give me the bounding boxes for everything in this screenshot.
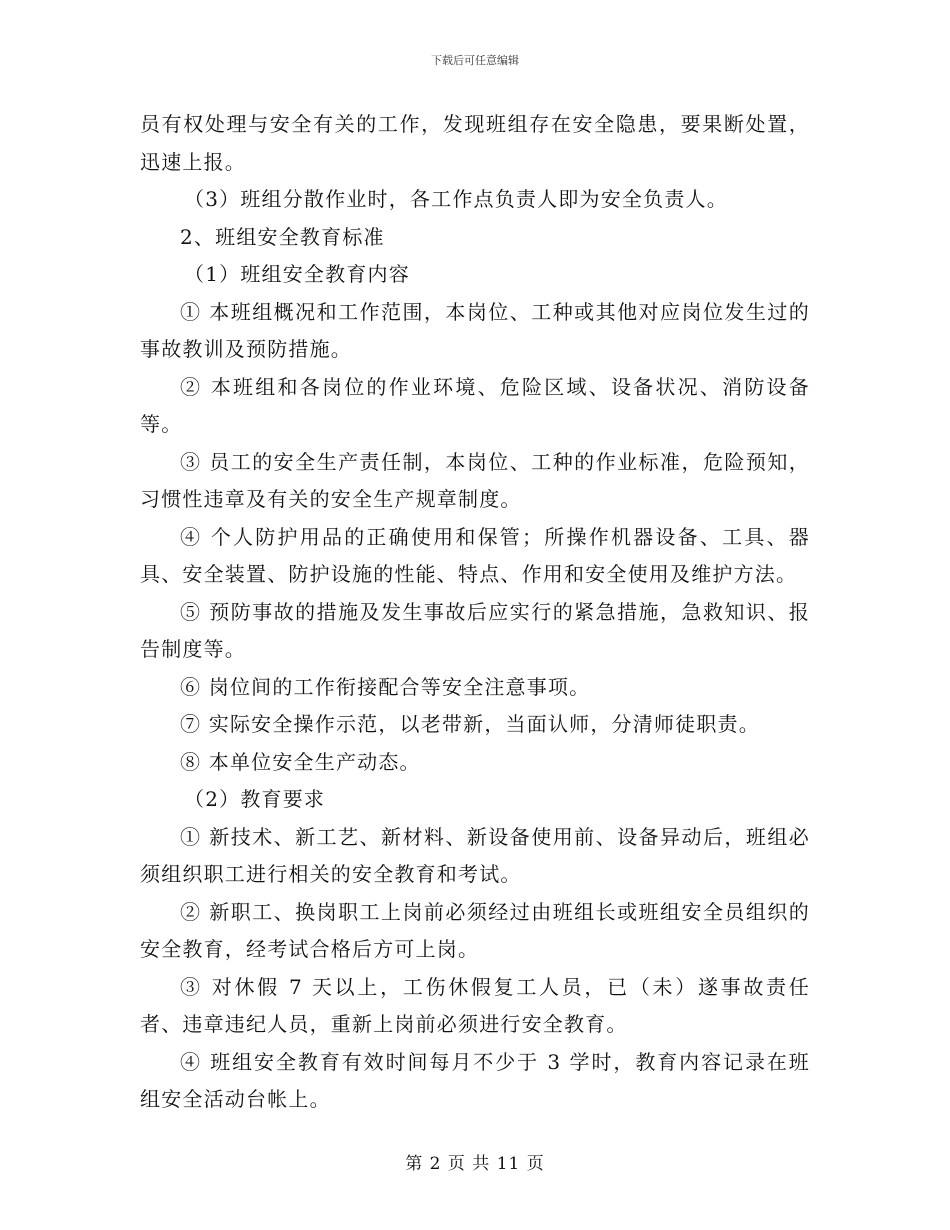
- list-item-requirement-1: ① 新技术、新工艺、新材料、新设备使用前、设备异动后，班组必须组织职工进行相关的安全教育和考试。: [140, 824, 810, 886]
- list-item-content-5: ⑤ 预防事故的措施及发生事故后应实行的紧急措施，急救知识、报告制度等。: [140, 599, 810, 661]
- list-item-content-7: ⑦ 实际安全操作示范，以老带新，当面认师，分清师徒职责。: [180, 712, 760, 736]
- paragraph-2: （3）班组分散作业时，各工作点负责人即为安全负责人。: [184, 187, 728, 211]
- list-item-requirement-4: ④ 班组安全教育有效时间每月不少于 3 学时，教育内容记录在班组安全活动台帐上。: [140, 1049, 810, 1111]
- page-number: 第 2 页 共 11 页: [405, 1154, 545, 1174]
- section-heading: 2、班组安全教育标准: [180, 224, 385, 249]
- list-item-content-3: ③ 员工的安全生产责任制，本岗位、工种的作业标准，危险预知，习惯性违章及有关的安全生产规章制度。: [140, 449, 810, 511]
- list-item-content-4: ④ 个人防护用品的正确使用和保管；所操作机器设备、工具、器具、安全装置、防护设施的性能、特点、作用和安全使用及维护方法。: [140, 524, 810, 586]
- list-item-content-1: ① 本班组概况和工作范围，本岗位、工种或其他对应岗位发生过的事故教训及预防措施。: [140, 299, 810, 361]
- list-item-requirement-2: ② 新职工、换岗职工上岗前必须经过由班组长或班组安全员组织的安全教育，经考试合格后方可上岗。: [140, 899, 810, 961]
- page-header-note: 下载后可任意编辑: [431, 54, 519, 67]
- list-item-content-6: ⑥ 岗位间的工作衔接配合等安全注意事项。: [180, 674, 591, 699]
- document-body: [140, 106, 810, 1119]
- list-item-requirement-3: ③ 对休假 7 天以上，工伤休假复工人员，已（未）遂事故责任者、违章违纪人员，重新上岗前必须进行安全教育。: [140, 974, 810, 1036]
- subsection-heading-2: （2）教育要求: [184, 787, 326, 811]
- list-item-content-8: ⑧ 本单位安全生产动态。: [180, 749, 421, 774]
- paragraph-1: 员有权处理与安全有关的工作，发现班组存在安全隐患，要果断处置，迅速上报。: [140, 112, 810, 174]
- subsection-heading-1: （1）班组安全教育内容: [184, 262, 410, 286]
- list-item-content-2: ② 本班组和各岗位的作业环境、危险区域、设备状况、消防设备等。: [140, 374, 810, 436]
